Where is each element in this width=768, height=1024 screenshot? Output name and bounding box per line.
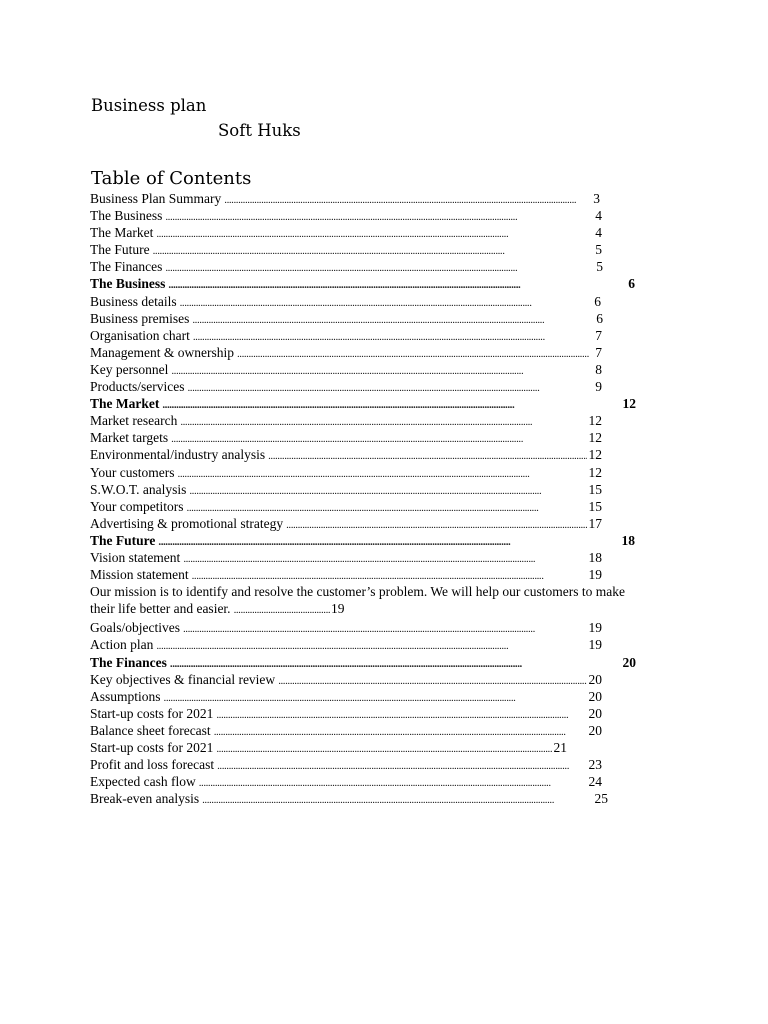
toc-entry[interactable]: [90, 671, 602, 688]
toc-section-entry[interactable]: [90, 395, 636, 412]
toc-entry-page-number: 12: [622, 396, 636, 412]
mission-paragraph-line2: their life better and easier.: [90, 601, 231, 617]
mission-paragraph[interactable]: [90, 583, 680, 619]
toc-dot-leader: [268, 448, 586, 463]
toc-entry-label: Products/services: [90, 379, 185, 395]
toc-dot-leader: [156, 638, 586, 653]
toc-entries: [90, 190, 690, 583]
toc-entry-label: Business premises: [90, 310, 190, 326]
toc-entry[interactable]: [90, 378, 602, 395]
toc-entry-label: Key objectives & financial review: [90, 671, 276, 687]
toc-dot-leader: [224, 192, 591, 207]
toc-dot-leader: [193, 329, 593, 344]
toc-entry[interactable]: [90, 429, 602, 446]
toc-entry-page-number: 20: [588, 722, 602, 738]
toc-dot-leader: [192, 568, 587, 583]
toc-dot-leader: [189, 483, 586, 498]
toc-dot-leader: [278, 673, 586, 688]
toc-entry-page-number: 24: [588, 774, 602, 790]
toc-dot-leader: [178, 466, 587, 481]
toc-dot-leader: [202, 792, 592, 807]
toc-entry[interactable]: [90, 515, 602, 532]
toc-entry-label: The Market: [90, 396, 160, 412]
toc-entry-label: Management & ownership: [90, 344, 234, 360]
toc-entry-page-number: 6: [594, 293, 601, 309]
toc-dot-leader: [180, 295, 593, 310]
toc-entry-label: Expected cash flow: [90, 774, 196, 790]
toc-entry-page-number: 20: [588, 671, 602, 687]
toc-entry-page-number: 20: [588, 705, 602, 721]
mission-paragraph-leader: . . . . . . . . . . . . . . . . . . . . . . . . . . . . . . . . . . . . . . . . . .: [233, 604, 330, 617]
toc-dot-leader: [192, 312, 594, 327]
toc-entry-page-number: 12: [588, 447, 602, 463]
toc-section-entry[interactable]: [90, 654, 636, 671]
toc-dot-leader: [171, 363, 593, 378]
toc-entry-page-number: 8: [595, 361, 602, 377]
toc-entry[interactable]: [90, 705, 602, 722]
toc-entry[interactable]: [90, 619, 602, 636]
toc-entry-label: The Future: [90, 242, 150, 258]
toc-entry-label: Business details: [90, 293, 177, 309]
toc-entry-page-number: 18: [621, 532, 635, 548]
toc-entry-label: Market targets: [90, 430, 169, 446]
toc-entry-label: Mission statement: [90, 567, 189, 583]
toc-entries-continued: [90, 619, 690, 807]
toc-entry[interactable]: [90, 361, 602, 378]
toc-section-entry[interactable]: [90, 532, 635, 549]
toc-entry-label: The Business: [90, 276, 166, 292]
toc-entry-label: Your customers: [90, 464, 175, 480]
toc-entry-page-number: 4: [595, 208, 602, 224]
toc-entry[interactable]: [90, 190, 600, 207]
toc-entry-label: Start-up costs for 2021: [90, 740, 214, 755]
toc-heading: Table of Contents: [91, 168, 252, 189]
toc-entry[interactable]: [90, 344, 602, 361]
mission-paragraph-page: 19: [331, 601, 345, 617]
toc-entry-page-number: 7: [595, 344, 602, 360]
toc-entry-page-number: 17: [588, 515, 602, 531]
toc-entry[interactable]: [90, 756, 602, 773]
toc-entry-label: Break-even analysis: [90, 791, 200, 807]
toc-entry-label: Your competitors: [90, 498, 184, 514]
toc-entry-page-number: 19: [588, 567, 602, 583]
toc-dot-leader: [217, 758, 586, 773]
toc-entry-label: Environmental/industry analysis: [90, 447, 266, 463]
table-of-contents: [90, 190, 690, 807]
toc-entry[interactable]: [90, 688, 602, 705]
toc-entry-page-number: 23: [588, 757, 602, 773]
toc-dot-leader: [180, 414, 586, 429]
toc-entry-label: The Finances: [90, 259, 163, 275]
toc-entry-page-number: 12: [588, 430, 602, 446]
toc-entry[interactable]: [90, 722, 602, 739]
toc-entry[interactable]: [90, 310, 603, 327]
toc-entry[interactable]: [90, 549, 602, 566]
toc-entry-page-number: 12: [588, 464, 602, 480]
toc-entry-label: Key personnel: [90, 361, 169, 377]
toc-dot-leader: [199, 775, 587, 790]
toc-entry-page-number: 7: [595, 327, 602, 343]
toc-dot-leader: [168, 277, 626, 292]
toc-entry[interactable]: [90, 636, 602, 653]
toc-entry-page-number: 18: [588, 549, 602, 565]
toc-dot-leader: [164, 690, 587, 705]
toc-entry-page-number: 12: [588, 413, 602, 429]
toc-dot-leader: [187, 500, 587, 515]
toc-entry[interactable]: [90, 481, 602, 498]
toc-entry[interactable]: [90, 566, 602, 583]
toc-dot-leader: [153, 243, 594, 258]
toc-entry-label: Goals/objectives: [90, 620, 180, 636]
toc-dot-leader: [216, 707, 586, 722]
toc-entry-label: Start-up costs for 2021: [90, 705, 214, 721]
toc-entry[interactable]: [90, 207, 602, 224]
toc-entry-label: Action plan: [90, 637, 154, 653]
toc-entry-page-number: 15: [588, 498, 602, 514]
toc-entry-page-number: 6: [596, 310, 603, 326]
toc-entry[interactable]: [90, 224, 602, 241]
toc-entry[interactable]: [90, 790, 608, 807]
toc-dot-leader: [214, 724, 587, 739]
toc-dot-leader: [170, 656, 621, 671]
toc-entry[interactable]: [90, 258, 603, 275]
toc-entry-page-number: 19: [588, 637, 602, 653]
toc-dot-leader: [165, 260, 594, 275]
mission-paragraph-line1: Our mission is to identify and resolve the customer’s problem. We will help our customers to make: [90, 584, 625, 600]
toc-dot-leader: [165, 209, 593, 224]
toc-dot-leader: [183, 621, 587, 636]
toc-entry-page-number: 15: [588, 481, 602, 497]
toc-entry-label: Organisation chart: [90, 327, 190, 343]
toc-dot-leader: [187, 380, 593, 395]
toc-entry-page-number: 21: [553, 740, 567, 755]
toc-entry[interactable]: [90, 498, 602, 515]
document-title: Business plan: [91, 96, 207, 115]
toc-entry-page-number: 20: [588, 688, 602, 704]
toc-dot-leader: [183, 551, 586, 566]
document-subtitle: Soft Huks: [218, 121, 301, 140]
toc-entry-label: The Business: [90, 208, 163, 224]
toc-entry-label: The Finances: [90, 654, 167, 670]
toc-entry-page-number: 19: [588, 620, 602, 636]
toc-dot-leader: [216, 741, 551, 756]
toc-entry-label: Balance sheet forecast: [90, 722, 211, 738]
toc-entry-label: Advertising & promotional strategy: [90, 515, 284, 531]
toc-entry-page-number: 25: [594, 791, 608, 807]
toc-entry-label: Vision statement: [90, 549, 181, 565]
toc-entry-page-number: 9: [595, 379, 602, 395]
toc-entry-label: The Future: [90, 532, 156, 548]
toc-dot-leader: [162, 397, 620, 412]
toc-entry[interactable]: [90, 446, 602, 463]
toc-entry-page-number: 6: [628, 276, 635, 292]
toc-dot-leader: [286, 517, 586, 532]
toc-dot-leader: [156, 226, 593, 241]
toc-entry[interactable]: [90, 464, 602, 481]
toc-entry-page-number: 4: [595, 225, 602, 241]
toc-entry[interactable]: [90, 327, 602, 344]
toc-entry[interactable]: [90, 412, 602, 429]
toc-entry[interactable]: [90, 739, 567, 756]
toc-entry-page-number: 3: [593, 191, 600, 206]
toc-section-entry[interactable]: [90, 275, 635, 292]
toc-dot-leader: [158, 534, 619, 549]
toc-entry-page-number: 5: [596, 259, 603, 275]
toc-entry-label: Profit and loss forecast: [90, 757, 215, 773]
toc-entry[interactable]: [90, 241, 602, 258]
toc-entry-label: The Market: [90, 225, 154, 241]
toc-entry[interactable]: [90, 293, 601, 310]
toc-entry-page-number: 5: [595, 242, 602, 258]
toc-dot-leader: [237, 346, 593, 361]
toc-entry-label: Business Plan Summary: [90, 191, 222, 206]
toc-dot-leader: [171, 431, 586, 446]
toc-entry-label: Assumptions: [90, 688, 161, 704]
toc-entry-label: S.W.O.T. analysis: [90, 481, 187, 497]
toc-entry-label: Market research: [90, 413, 178, 429]
toc-entry[interactable]: [90, 773, 602, 790]
toc-entry-page-number: 20: [622, 654, 636, 670]
